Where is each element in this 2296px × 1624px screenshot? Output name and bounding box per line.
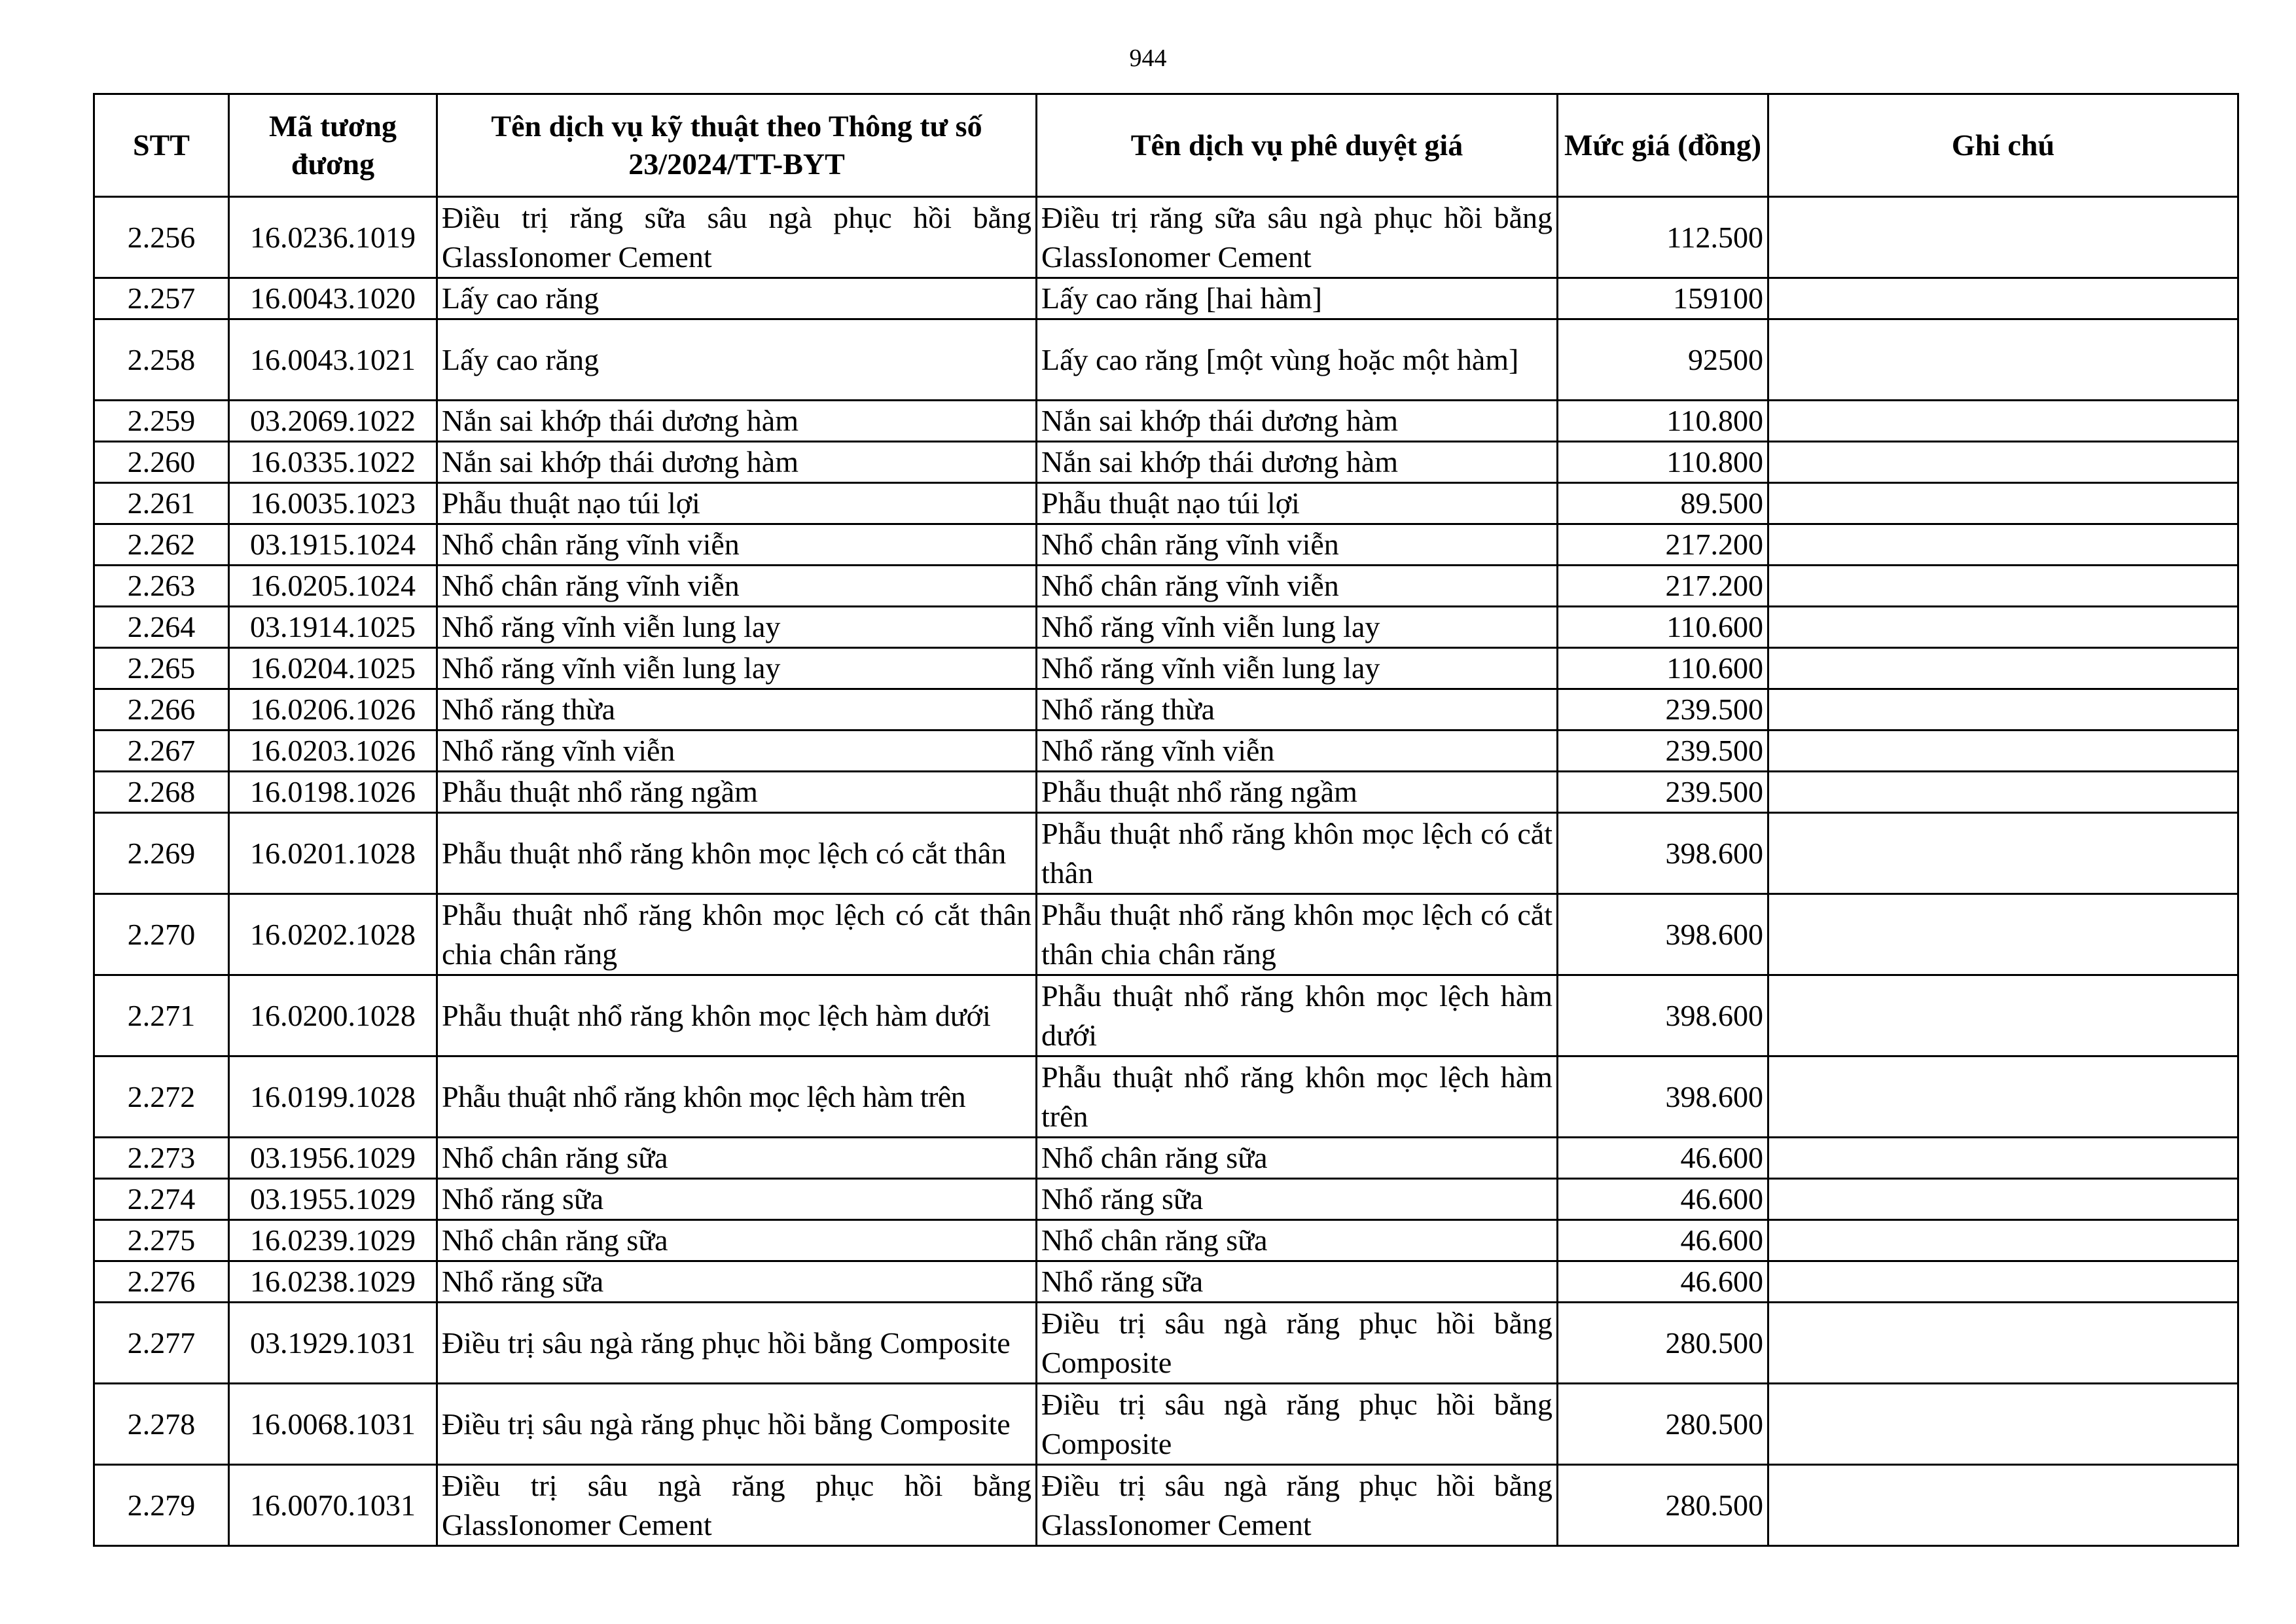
header-equivalent-code: Mã tương đương — [229, 94, 437, 197]
cell-tech-name: Nhổ răng thừa — [437, 689, 1037, 731]
cell-approved-name: Nhổ răng vĩnh viễn — [1037, 731, 1558, 772]
cell-tech-name: Nhổ răng sữa — [437, 1261, 1037, 1303]
cell-code: 16.0198.1026 — [229, 772, 437, 813]
table-row — [94, 566, 2238, 607]
header-price: Mức giá (đồng) — [1558, 94, 1768, 197]
cell-price: 110.800 — [1558, 401, 1768, 442]
cell-note — [1768, 1220, 2238, 1261]
cell-code: 16.0043.1021 — [229, 319, 437, 401]
cell-tech-name: Lấy cao răng — [437, 319, 1037, 401]
cell-price: 46.600 — [1558, 1179, 1768, 1220]
cell-tech-name: Điều trị răng sữa sâu ngà phục hồi bằng GlassIonomer Cement — [437, 197, 1037, 278]
cell-stt: 2.269 — [94, 813, 229, 894]
cell-approved-name: Điều trị sâu ngà răng phục hồi bằng Composite — [1037, 1384, 1558, 1465]
table-row — [94, 607, 2238, 648]
table-row — [94, 1220, 2238, 1261]
cell-note — [1768, 731, 2238, 772]
cell-stt: 2.272 — [94, 1056, 229, 1138]
cell-approved-name: Phẫu thuật nạo túi lợi — [1037, 483, 1558, 524]
cell-price: 159100 — [1558, 278, 1768, 319]
cell-code: 03.1955.1029 — [229, 1179, 437, 1220]
cell-stt: 2.259 — [94, 401, 229, 442]
cell-price: 280.500 — [1558, 1303, 1768, 1384]
table-row — [94, 689, 2238, 731]
cell-tech-name: Nhổ chân răng vĩnh viễn — [437, 566, 1037, 607]
cell-approved-name: Nhổ chân răng vĩnh viễn — [1037, 524, 1558, 566]
cell-code: 03.2069.1022 — [229, 401, 437, 442]
cell-stt: 2.277 — [94, 1303, 229, 1384]
cell-approved-name: Nhổ răng vĩnh viễn lung lay — [1037, 648, 1558, 689]
table-header-row — [94, 94, 2238, 197]
cell-approved-name: Điều trị răng sữa sâu ngà phục hồi bằng GlassIonomer Cement — [1037, 197, 1558, 278]
cell-approved-name: Phẫu thuật nhổ răng ngầm — [1037, 772, 1558, 813]
cell-approved-name: Lấy cao răng [hai hàm] — [1037, 278, 1558, 319]
cell-note — [1768, 1138, 2238, 1179]
cell-stt: 2.260 — [94, 442, 229, 483]
cell-stt: 2.273 — [94, 1138, 229, 1179]
cell-price: 217.200 — [1558, 524, 1768, 566]
cell-approved-name: Nhổ răng thừa — [1037, 689, 1558, 731]
cell-note — [1768, 319, 2238, 401]
cell-stt: 2.265 — [94, 648, 229, 689]
cell-tech-name: Nhổ chân răng sữa — [437, 1138, 1037, 1179]
table-row — [94, 442, 2238, 483]
cell-price: 398.600 — [1558, 894, 1768, 975]
cell-code: 16.0203.1026 — [229, 731, 437, 772]
cell-price: 239.500 — [1558, 731, 1768, 772]
cell-stt: 2.258 — [94, 319, 229, 401]
cell-note — [1768, 1179, 2238, 1220]
cell-price: 46.600 — [1558, 1220, 1768, 1261]
cell-note — [1768, 894, 2238, 975]
cell-price: 217.200 — [1558, 566, 1768, 607]
cell-stt: 2.262 — [94, 524, 229, 566]
cell-stt: 2.278 — [94, 1384, 229, 1465]
cell-tech-name: Nhổ răng vĩnh viễn lung lay — [437, 648, 1037, 689]
cell-code: 16.0239.1029 — [229, 1220, 437, 1261]
cell-tech-name: Lấy cao răng — [437, 278, 1037, 319]
cell-note — [1768, 401, 2238, 442]
table-row — [94, 1138, 2238, 1179]
cell-price: 239.500 — [1558, 772, 1768, 813]
cell-code: 16.0070.1031 — [229, 1465, 437, 1546]
header-technical-service-name: Tên dịch vụ kỹ thuật theo Thông tư số 23/2024/TT-BYT — [437, 94, 1037, 197]
cell-note — [1768, 1261, 2238, 1303]
table-row — [94, 401, 2238, 442]
cell-code: 16.0035.1023 — [229, 483, 437, 524]
cell-approved-name: Phẫu thuật nhổ răng khôn mọc lệch hàm dưới — [1037, 975, 1558, 1056]
cell-price: 110.600 — [1558, 607, 1768, 648]
cell-stt: 2.257 — [94, 278, 229, 319]
cell-tech-name: Phẫu thuật nhổ răng ngầm — [437, 772, 1037, 813]
cell-code: 03.1915.1024 — [229, 524, 437, 566]
cell-stt: 2.256 — [94, 197, 229, 278]
table-row — [94, 197, 2238, 278]
table-row — [94, 1303, 2238, 1384]
table-row — [94, 319, 2238, 401]
cell-tech-name: Phẫu thuật nhổ răng khôn mọc lệch hàm trên — [437, 1056, 1037, 1138]
cell-approved-name: Phẫu thuật nhổ răng khôn mọc lệch có cắt thân chia chân răng — [1037, 894, 1558, 975]
header-approved-service-name: Tên dịch vụ phê duyệt giá — [1037, 94, 1558, 197]
cell-code: 16.0238.1029 — [229, 1261, 437, 1303]
cell-tech-name: Điều trị sâu ngà răng phục hồi bằng Composite — [437, 1303, 1037, 1384]
cell-approved-name: Lấy cao răng [một vùng hoặc một hàm] — [1037, 319, 1558, 401]
cell-code: 03.1929.1031 — [229, 1303, 437, 1384]
cell-code: 03.1914.1025 — [229, 607, 437, 648]
cell-stt: 2.279 — [94, 1465, 229, 1546]
cell-note — [1768, 813, 2238, 894]
page-number: 944 — [1129, 45, 1167, 72]
cell-code: 16.0043.1020 — [229, 278, 437, 319]
cell-stt: 2.274 — [94, 1179, 229, 1220]
cell-stt: 2.267 — [94, 731, 229, 772]
cell-tech-name: Phẫu thuật nhổ răng khôn mọc lệch hàm dưới — [437, 975, 1037, 1056]
cell-price: 89.500 — [1558, 483, 1768, 524]
cell-tech-name: Phẫu thuật nạo túi lợi — [437, 483, 1037, 524]
table-row — [94, 1261, 2238, 1303]
cell-stt: 2.268 — [94, 772, 229, 813]
cell-code: 16.0068.1031 — [229, 1384, 437, 1465]
cell-note — [1768, 278, 2238, 319]
cell-code: 03.1956.1029 — [229, 1138, 437, 1179]
cell-stt: 2.263 — [94, 566, 229, 607]
cell-code: 16.0205.1024 — [229, 566, 437, 607]
cell-note — [1768, 442, 2238, 483]
cell-approved-name: Phẫu thuật nhổ răng khôn mọc lệch hàm trên — [1037, 1056, 1558, 1138]
cell-tech-name: Điều trị sâu ngà răng phục hồi bằng GlassIonomer Cement — [437, 1465, 1037, 1546]
table-row — [94, 483, 2238, 524]
cell-tech-name: Điều trị sâu ngà răng phục hồi bằng Composite — [437, 1384, 1037, 1465]
cell-price: 398.600 — [1558, 975, 1768, 1056]
table-row — [94, 1179, 2238, 1220]
cell-note — [1768, 772, 2238, 813]
cell-stt: 2.271 — [94, 975, 229, 1056]
cell-note — [1768, 1384, 2238, 1465]
cell-tech-name: Nhổ chân răng sữa — [437, 1220, 1037, 1261]
cell-note — [1768, 524, 2238, 566]
table-body — [94, 197, 2238, 1546]
cell-approved-name: Nhổ răng sữa — [1037, 1261, 1558, 1303]
table-row — [94, 524, 2238, 566]
cell-stt: 2.275 — [94, 1220, 229, 1261]
table-row — [94, 731, 2238, 772]
cell-approved-name: Điều trị sâu ngà răng phục hồi bằng GlassIonomer Cement — [1037, 1465, 1558, 1546]
cell-stt: 2.261 — [94, 483, 229, 524]
cell-tech-name: Phẫu thuật nhổ răng khôn mọc lệch có cắt thân — [437, 813, 1037, 894]
table-row — [94, 1465, 2238, 1546]
cell-approved-name: Nắn sai khớp thái dương hàm — [1037, 401, 1558, 442]
cell-code: 16.0204.1025 — [229, 648, 437, 689]
cell-code: 16.0202.1028 — [229, 894, 437, 975]
cell-code: 16.0335.1022 — [229, 442, 437, 483]
cell-note — [1768, 975, 2238, 1056]
header-note: Ghi chú — [1768, 94, 2238, 197]
cell-stt: 2.264 — [94, 607, 229, 648]
cell-price: 46.600 — [1558, 1261, 1768, 1303]
cell-code: 16.0200.1028 — [229, 975, 437, 1056]
cell-tech-name: Nắn sai khớp thái dương hàm — [437, 442, 1037, 483]
table-row — [94, 772, 2238, 813]
cell-price: 112.500 — [1558, 197, 1768, 278]
table-row — [94, 648, 2238, 689]
cell-approved-name: Nhổ chân răng vĩnh viễn — [1037, 566, 1558, 607]
cell-note — [1768, 607, 2238, 648]
cell-note — [1768, 1056, 2238, 1138]
table-row — [94, 1056, 2238, 1138]
service-price-table — [93, 93, 2239, 1547]
cell-price: 398.600 — [1558, 1056, 1768, 1138]
cell-approved-name: Phẫu thuật nhổ răng khôn mọc lệch có cắt thân — [1037, 813, 1558, 894]
cell-tech-name: Nhổ răng sữa — [437, 1179, 1037, 1220]
cell-code: 16.0199.1028 — [229, 1056, 437, 1138]
cell-approved-name: Nhổ chân răng sữa — [1037, 1220, 1558, 1261]
cell-stt: 2.270 — [94, 894, 229, 975]
cell-price: 280.500 — [1558, 1465, 1768, 1546]
cell-tech-name: Phẫu thuật nhổ răng khôn mọc lệch có cắt thân chia chân răng — [437, 894, 1037, 975]
cell-price: 110.600 — [1558, 648, 1768, 689]
cell-tech-name: Nhổ răng vĩnh viễn — [437, 731, 1037, 772]
table-row — [94, 975, 2238, 1056]
cell-code: 16.0206.1026 — [229, 689, 437, 731]
table-row — [94, 813, 2238, 894]
table-row — [94, 894, 2238, 975]
table-row — [94, 1384, 2238, 1465]
cell-note — [1768, 483, 2238, 524]
cell-stt: 2.276 — [94, 1261, 229, 1303]
cell-price: 46.600 — [1558, 1138, 1768, 1179]
cell-note — [1768, 689, 2238, 731]
cell-note — [1768, 1303, 2238, 1384]
cell-approved-name: Điều trị sâu ngà răng phục hồi bằng Composite — [1037, 1303, 1558, 1384]
table-row — [94, 278, 2238, 319]
cell-note — [1768, 648, 2238, 689]
cell-approved-name: Nhổ răng sữa — [1037, 1179, 1558, 1220]
cell-note — [1768, 566, 2238, 607]
cell-tech-name: Nhổ chân răng vĩnh viễn — [437, 524, 1037, 566]
header-stt: STT — [94, 94, 229, 197]
cell-code: 16.0236.1019 — [229, 197, 437, 278]
cell-price: 110.800 — [1558, 442, 1768, 483]
cell-tech-name: Nhổ răng vĩnh viễn lung lay — [437, 607, 1037, 648]
cell-price: 398.600 — [1558, 813, 1768, 894]
cell-tech-name: Nắn sai khớp thái dương hàm — [437, 401, 1037, 442]
cell-approved-name: Nắn sai khớp thái dương hàm — [1037, 442, 1558, 483]
cell-note — [1768, 1465, 2238, 1546]
cell-price: 239.500 — [1558, 689, 1768, 731]
cell-note — [1768, 197, 2238, 278]
cell-approved-name: Nhổ chân răng sữa — [1037, 1138, 1558, 1179]
cell-price: 92500 — [1558, 319, 1768, 401]
cell-code: 16.0201.1028 — [229, 813, 437, 894]
cell-approved-name: Nhổ răng vĩnh viễn lung lay — [1037, 607, 1558, 648]
cell-stt: 2.266 — [94, 689, 229, 731]
cell-price: 280.500 — [1558, 1384, 1768, 1465]
